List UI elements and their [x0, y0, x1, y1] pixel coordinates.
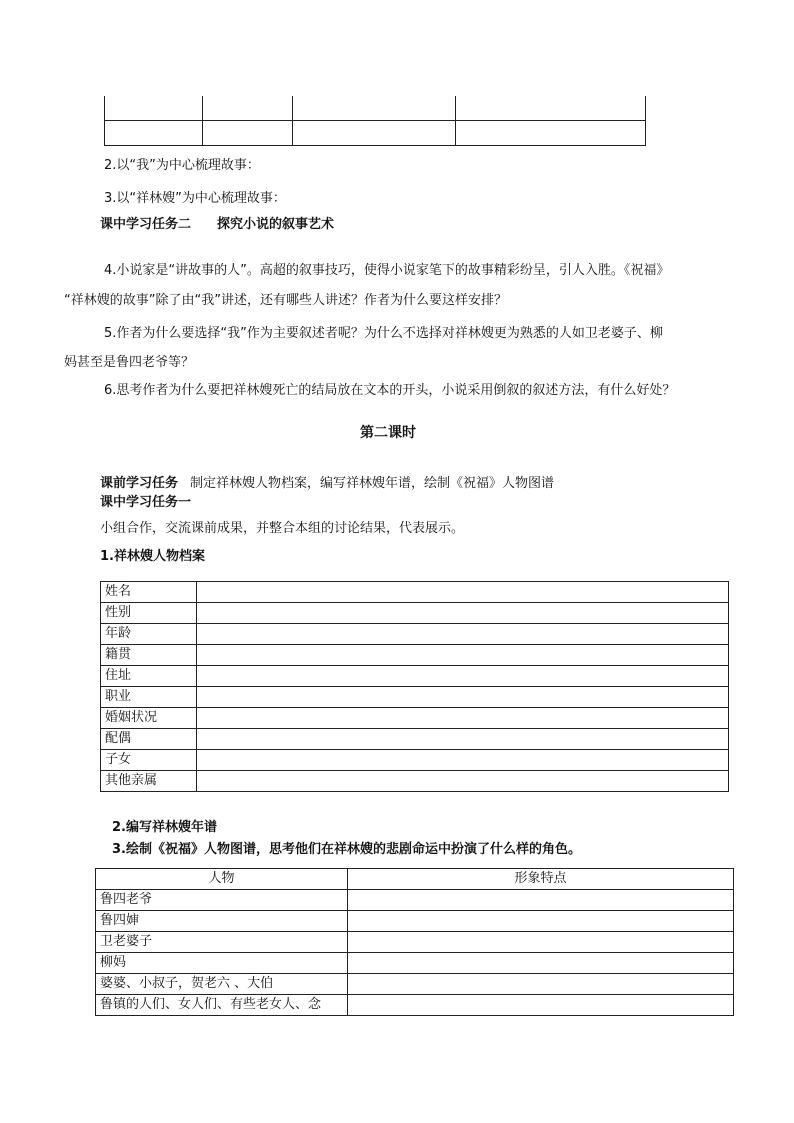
section-heading-character-map: 3.绘制《祝福》人物图谱，思考他们在祥林嫂的悲剧命运中扮演了什么样的角色。: [112, 842, 581, 857]
table-cell: [105, 121, 203, 146]
section-heading-chronicle: 2.编写祥林嫂年谱: [112, 820, 217, 835]
character-name: 婆婆、小叔子，贺老六 、大伯: [96, 974, 348, 995]
character-name: 柳妈: [96, 953, 348, 974]
section-heading-profile: 1.祥林嫂人物档案: [100, 549, 205, 564]
character-traits: [348, 932, 734, 953]
question-4-line-2: “祥林嫂的故事”除了由“我”讲述，还有哪些人讲述？作者为什么要这样安排？: [64, 293, 507, 308]
group-instruction: 小组合作，交流课前成果，并整合本组的讨论结果，代表展示。: [100, 521, 465, 536]
profile-value: [197, 750, 729, 771]
table-row: [96, 932, 734, 953]
character-name: 鲁四老爷: [96, 890, 348, 911]
profile-value: [197, 582, 729, 603]
question-3: 3.以“祥林嫂”为中心梳理故事：: [104, 191, 286, 206]
task-heading-2: 课中学习任务二 探究小说的叙事艺术: [100, 217, 335, 232]
pre-class-task: [100, 475, 554, 493]
in-class-task-1: 课中学习任务一: [100, 495, 192, 510]
pre-class-task-label: 课前学习任务: [100, 476, 179, 491]
table-row: [101, 708, 729, 729]
profile-label: 姓名: [101, 582, 197, 603]
table-row: [101, 771, 729, 792]
character-traits: [348, 911, 734, 932]
profile-value: [197, 645, 729, 666]
table-cell: [293, 121, 456, 146]
profile-table: [100, 581, 729, 792]
profile-label: 年龄: [101, 624, 197, 645]
profile-value: [197, 729, 729, 750]
question-5-line-2: 妈甚至是鲁四老爷等？: [64, 355, 195, 370]
profile-value: [197, 603, 729, 624]
profile-label: 住址: [101, 666, 197, 687]
character-traits: [348, 890, 734, 911]
character-traits: [348, 995, 734, 1016]
table-row: [96, 953, 734, 974]
character-table: [95, 868, 734, 1016]
table-row: [101, 645, 729, 666]
character-traits: [348, 974, 734, 995]
lesson-title: 第二课时: [360, 425, 416, 441]
question-4-line-1: 4.小说家是“讲故事的人”。高超的叙事技巧，使得小说家笔下的故事精彩纷呈，引人入胜。《祝福》: [104, 263, 670, 278]
profile-value: [197, 771, 729, 792]
table-cell: [293, 96, 456, 121]
profile-label: 职业: [101, 687, 197, 708]
column-header-character: 人物: [96, 869, 348, 890]
table-row: [96, 911, 734, 932]
table-cell: [456, 121, 646, 146]
character-name: 卫老婆子: [96, 932, 348, 953]
profile-label: 性别: [101, 603, 197, 624]
table-cell: [105, 96, 203, 121]
table-cell: [456, 96, 646, 121]
profile-label: 籍贯: [101, 645, 197, 666]
character-name: 鲁镇的人们、女人们、有些老女人、念: [96, 995, 348, 1016]
question-2: 2.以“我”为中心梳理故事：: [104, 158, 260, 173]
profile-value: [197, 687, 729, 708]
table-row: [101, 729, 729, 750]
question-6: 6.思考作者为什么要把祥林嫂死亡的结局放在文本的开头，小说采用倒叙的叙述方法，有什么好处？: [104, 383, 676, 398]
table-row: [101, 687, 729, 708]
table-row: [101, 666, 729, 687]
profile-value: [197, 666, 729, 687]
table-cell: [203, 96, 293, 121]
table-row: [96, 995, 734, 1016]
profile-value: [197, 708, 729, 729]
profile-value: [197, 624, 729, 645]
table-row: [101, 624, 729, 645]
table-cell: [203, 121, 293, 146]
table-row: [105, 121, 646, 146]
table-row: [101, 603, 729, 624]
character-traits: [348, 953, 734, 974]
column-header-traits: 形象特点: [348, 869, 734, 890]
profile-label: 其他亲属: [101, 771, 197, 792]
profile-label: 子女: [101, 750, 197, 771]
story-table: [104, 96, 646, 146]
table-row: [96, 974, 734, 995]
table-row: [101, 750, 729, 771]
question-5-line-1: 5.作者为什么要选择“我”作为主要叙述者呢？为什么不选择对祥林嫂更为熟悉的人如卫老婆子、柳: [104, 326, 663, 341]
profile-label: 配偶: [101, 729, 197, 750]
table-row: [101, 582, 729, 603]
table-row: [96, 890, 734, 911]
character-name: 鲁四婶: [96, 911, 348, 932]
profile-label: 婚姻状况: [101, 708, 197, 729]
table-row: [105, 96, 646, 121]
pre-class-task-text: 制定祥林嫂人物档案，编写祥林嫂年谱，绘制《祝福》人物图谱: [190, 476, 555, 491]
table-header-row: [96, 869, 734, 890]
